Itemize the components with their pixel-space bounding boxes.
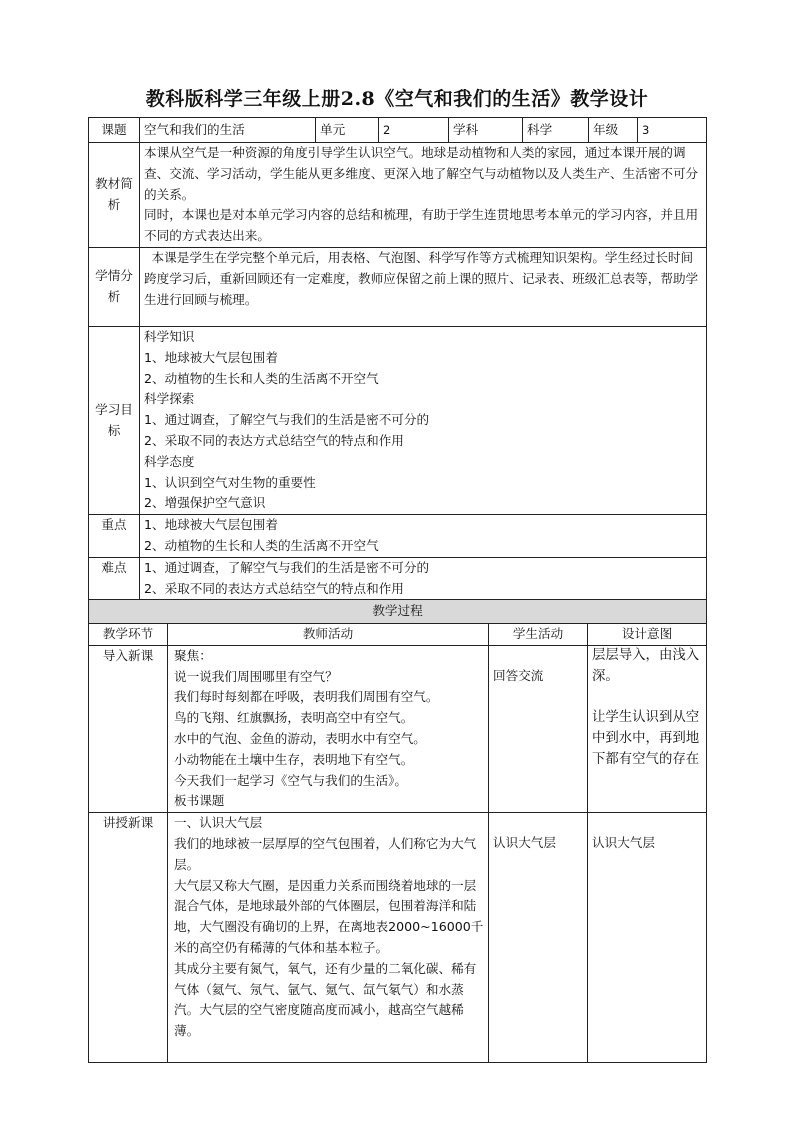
objectives-content (140, 327, 707, 515)
students-paragraph: 本课是学生在学完整个单元后，用表格、气泡图、科学写作等方式梳理知识架构。学生经过长时间跨度学习后，重新回顾还有一定难度，教师应保留之前上课的照片、记录表、班级汇总表等，帮助学生进行回顾与梳理。 (144, 250, 699, 307)
unit-value: 2 (379, 118, 449, 143)
intro-design-intent (588, 645, 707, 812)
material-paragraph-2: 同时，本课也是对本单元学习内容的总结和梳理，有助于学生连贯地思考本单元的学习内容，并且用不同的方式表达出来。 (144, 207, 699, 244)
intro-intent-paragraph-1: 层层导入，由浅入深。 (592, 647, 700, 684)
subject-value: 科学 (523, 118, 589, 143)
intro-teacher-line: 板书课题 (174, 793, 225, 809)
teaching-process-table (88, 623, 707, 1063)
process-header-row (89, 624, 707, 646)
intro-teacher-line: 我们每时每刻都在呼吸，表明我们周围有空气。 (174, 689, 439, 705)
grade-label: 年级 (589, 118, 638, 143)
document-title: 教科版科学三年级上册2.8《空气和我们的生活》教学设计 (145, 88, 649, 110)
lecture-teacher-paragraph: 一、认识大气层 (174, 815, 263, 831)
difficult-point-line: 2、采取不同的表达方式总结空气的特点和作用 (144, 580, 404, 596)
key-point-line: 1、地球被大气层包围着 (144, 517, 278, 533)
difficult-point-line: 1、通过调查，了解空气与我们的生活是密不可分的 (144, 559, 430, 575)
subject-label: 学科 (449, 118, 523, 143)
course-value: 空气和我们的生活 (140, 118, 316, 143)
intro-teacher-line: 说一说我们周围哪里有空气？ (174, 668, 338, 684)
objective-line: 1、通过调查，了解空气与我们的生活是密不可分的 (144, 412, 430, 428)
objective-line: 科学探索 (144, 391, 195, 407)
header-student: 学生活动 (489, 624, 588, 646)
intro-row (89, 645, 707, 812)
intro-stage: 导入新课 (89, 645, 168, 812)
course-label: 课题 (89, 118, 140, 143)
objective-line: 2、增强保护空气意识 (144, 495, 266, 511)
intro-teacher-line: 水中的气泡、金鱼的游动，表明水中有空气。 (174, 730, 426, 746)
objective-line: 1、地球被大气层包围着 (144, 349, 278, 365)
lecture-design-intent: 认识大气层 (588, 813, 707, 1063)
header-teacher: 教师活动 (168, 624, 489, 646)
lecture-teacher-paragraph: 我们的地球被一层厚厚的空气包围着，人们称它为大气层。 (174, 835, 477, 872)
process-band-row (89, 600, 707, 624)
objectives-row (89, 327, 707, 515)
students-row (89, 248, 707, 327)
intro-teacher-activity (168, 645, 489, 812)
material-paragraph-1: 本课从空气是一种资源的角度引导学生认识空气。地球是动植物和人类的家园，通过本课开展的调查、交流、学习活动，学生能从更多维度、更深入地了解空气与动植物以及人类生产、生活密不可分的关系。 (144, 145, 699, 202)
process-band: 教学过程 (89, 600, 707, 624)
difficult-points-row (89, 557, 707, 600)
difficult-points-label: 难点 (89, 557, 140, 600)
lecture-row (89, 813, 707, 1063)
students-label: 学情分析 (89, 248, 140, 327)
unit-label: 单元 (316, 118, 379, 143)
header-intent: 设计意图 (588, 624, 707, 646)
material-content (140, 143, 707, 248)
grade-value: 3 (638, 118, 707, 143)
students-content (140, 248, 707, 327)
objective-line: 1、认识到空气对生物的重要性 (144, 474, 316, 490)
material-row (89, 143, 707, 248)
objectives-label: 学习目标 (89, 327, 140, 515)
intro-teacher-line: 今天我们一起学习《空气与我们的生活》。 (174, 772, 407, 788)
info-row (89, 118, 707, 143)
key-points-content (140, 515, 707, 558)
objective-line: 2、动植物的生长和人类的生活离不开空气 (144, 370, 379, 386)
objective-line: 2、采取不同的表达方式总结空气的特点和作用 (144, 432, 404, 448)
header-stage: 教学环节 (89, 624, 168, 646)
lecture-teacher-activity (168, 813, 489, 1063)
lesson-info-table (88, 117, 707, 624)
lecture-teacher-paragraph: 大气层又称大气圈，是因重力关系而围绕着地球的一层混合气体，是地球最外部的气体圈层，包围着海洋和陆地，大气圈没有确切的上界，在离地表2000~16000千米的高空仍有稀薄的气体和基本粒子。 (174, 877, 484, 955)
intro-teacher-line: 小动物能在土壤中生存，表明地下有空气。 (174, 751, 414, 767)
intro-teacher-line: 聚焦： (174, 647, 212, 663)
intro-intent-paragraph-2: 让学生认识到从空中到水中，再到地下都有空气的存在 (592, 710, 700, 767)
objective-line: 科学知识 (144, 329, 195, 344)
lecture-stage: 讲授新课 (89, 813, 168, 1063)
key-points-label: 重点 (89, 515, 140, 558)
key-points-row (89, 515, 707, 558)
lecture-student-activity: 认识大气层 (489, 813, 588, 1063)
lecture-teacher-paragraph: 其成分主要有氮气，氧气，还有少量的二氧化碳、稀有气体（氦气、氖气、氩气、氪气、氙气氡气）和水蒸汽。大气层的空气密度随高度而减小，越高空气越稀薄。 (174, 960, 477, 1039)
difficult-points-content (140, 557, 707, 600)
intro-teacher-line: 鸟的飞翔、红旗飘扬，表明高空中有空气。 (174, 710, 414, 726)
intro-student-activity: 回答交流 (489, 645, 588, 812)
key-point-line: 2、动植物的生长和人类的生活离不开空气 (144, 537, 379, 553)
objective-line: 科学态度 (144, 453, 195, 469)
material-label: 教材简析 (89, 143, 140, 248)
